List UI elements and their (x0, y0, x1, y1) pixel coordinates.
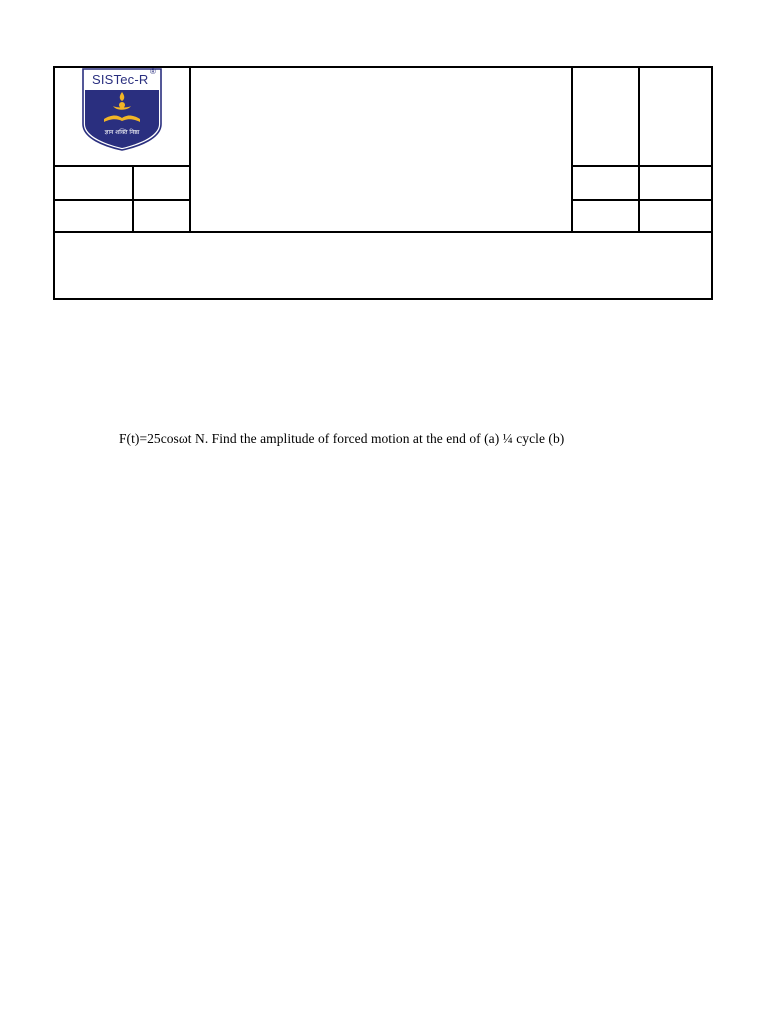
registered-mark: ® (150, 67, 156, 76)
header-divider-bottom (53, 231, 713, 233)
right-column-left-border (571, 66, 573, 232)
logo-wordmark: SISTec-R (92, 72, 149, 87)
sistec-logo (82, 68, 162, 152)
right-row-line-2 (571, 199, 713, 201)
left-row-line-1 (53, 165, 190, 167)
left-row-line-2 (53, 199, 190, 201)
right-column-middle-border (638, 66, 640, 232)
left-cell-divider (132, 165, 134, 232)
logo-column-right-border (189, 66, 191, 232)
question-text: F(t)=25cosωt N. Find the amplitude of forced motion at the end of (a) ¼ cycle (b) (119, 431, 565, 446)
logo-motto: ज्ञान शक्ति निष्ठा (104, 129, 140, 136)
right-row-line-1 (571, 165, 713, 167)
